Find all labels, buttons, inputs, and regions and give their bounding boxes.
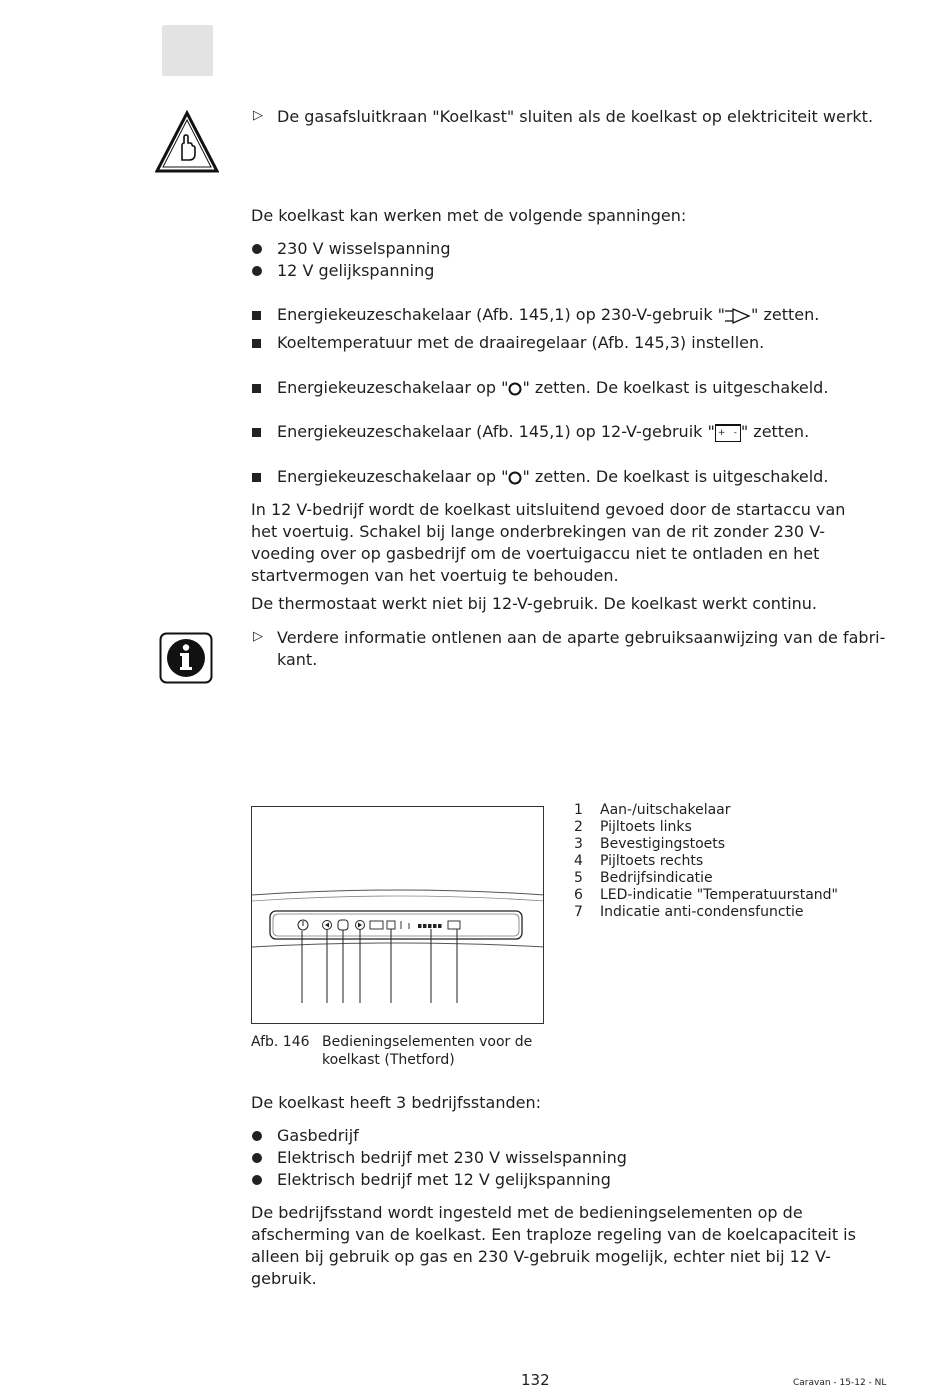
paragraph-mode: De bedrijfsstand wordt ingesteld met de bedieningselementen op de afscherming van de koelkast. Een traploze regeling van de koelcapaciteit is alleen bij gebruik op gas en 230 V-gebruik mogelijk, echter niet bij 12 V-gebruik. — [251, 1203, 856, 1288]
legend-item: 4 Pijltoets rechts — [574, 853, 704, 869]
legend-item: 2 Pijltoets links — [574, 819, 692, 835]
warning-hand-icon — [155, 110, 219, 174]
step-230v: Energiekeuzeschakelaar (Afb. 145,1) op 230-V-gebruik " " zetten. — [277, 305, 820, 324]
bullet — [252, 1131, 262, 1141]
warning-text: De gasafsluitkraan "Koelkast" sluiten als de koelkast op elektriciteit werkt. — [277, 107, 874, 126]
battery-12v-icon: + - — [715, 424, 741, 442]
step-temperature: Koeltemperatuur met de draairegelaar (Afb. 145,3) instellen. — [277, 333, 765, 352]
step-marker — [252, 384, 261, 393]
legend-item: 6 LED-indicatie "Temperatuurstand" — [574, 887, 838, 903]
triangle-arrow-icon: ▷ — [253, 629, 263, 644]
figure-caption-label: Afb. 146 — [251, 1034, 310, 1050]
step-marker — [252, 428, 261, 437]
paragraph-12v: In 12 V-bedrijf wordt de koelkast uitsluitend gevoed door de startaccu van het voertuig. Schakel bij lange onderbrekingen van de rit zonder 230 V-voeding over op gasbedrijf om de voertuigaccu niet te ontladen en het startvermogen van het voertuig te behouden. — [251, 500, 846, 585]
page-number: 132 — [521, 1371, 550, 1389]
step-off-2: Energiekeuzeschakelaar op " " zetten. De koelkast is uitgeschakeld. — [277, 467, 829, 486]
step-marker — [252, 311, 261, 320]
figure-caption-line-2: koelkast (Thetford) — [322, 1052, 455, 1068]
step-12v: Energiekeuzeschakelaar (Afb. 145,1) op 12-V-gebruik " + - " zetten. — [277, 422, 810, 441]
step-marker — [252, 339, 261, 348]
list-item: Gasbedrijf — [277, 1126, 359, 1145]
triangle-arrow-icon: ▷ — [253, 108, 263, 123]
legend-item: 1 Aan-/uitschakelaar — [574, 802, 731, 818]
figure-caption-line-1: Bedieningselementen voor de — [322, 1034, 533, 1050]
doc-reference: Caravan - 15-12 - NL — [793, 1378, 887, 1388]
info-line-1: Verdere informatie ontlenen aan de aparte gebruiksaanwijzing van de fabri- — [277, 628, 886, 647]
list-item: Elektrisch bedrijf met 12 V gelijkspanning — [277, 1170, 611, 1189]
legend-item: 3 Bevestigingstoets — [574, 836, 726, 852]
figure-control-panel — [251, 806, 544, 1024]
step-off-1: Energiekeuzeschakelaar op " " zetten. De koelkast is uitgeschakeld. — [277, 378, 829, 397]
control-panel-drawing — [252, 807, 544, 1024]
off-circle-icon — [508, 471, 522, 485]
list-item: Elektrisch bedrijf met 230 V wisselspanning — [277, 1148, 627, 1167]
info-line-2: kant. — [277, 650, 318, 669]
info-icon — [159, 632, 213, 684]
legend-item: 7 Indicatie anti-condensfunctie — [574, 904, 804, 920]
off-circle-icon — [508, 382, 522, 396]
list-item: 230 V wisselspanning — [277, 239, 451, 258]
step-marker — [252, 473, 261, 482]
list-item: 12 V gelijkspanning — [277, 261, 435, 280]
chapter-tab-marker — [162, 25, 213, 76]
modes-intro: De koelkast heeft 3 bedrijfsstanden: — [251, 1093, 541, 1112]
bullet — [252, 244, 262, 254]
bullet — [252, 1153, 262, 1163]
bullet — [252, 266, 262, 276]
bullet — [252, 1175, 262, 1185]
legend-item: 5 Bedrijfsindicatie — [574, 870, 713, 886]
paragraph-thermostat: De thermostaat werkt niet bij 12-V-gebruik. De koelkast werkt continu. — [251, 594, 817, 613]
plug-230v-icon — [725, 307, 751, 325]
voltages-intro: De koelkast kan werken met de volgende spanningen: — [251, 206, 687, 225]
